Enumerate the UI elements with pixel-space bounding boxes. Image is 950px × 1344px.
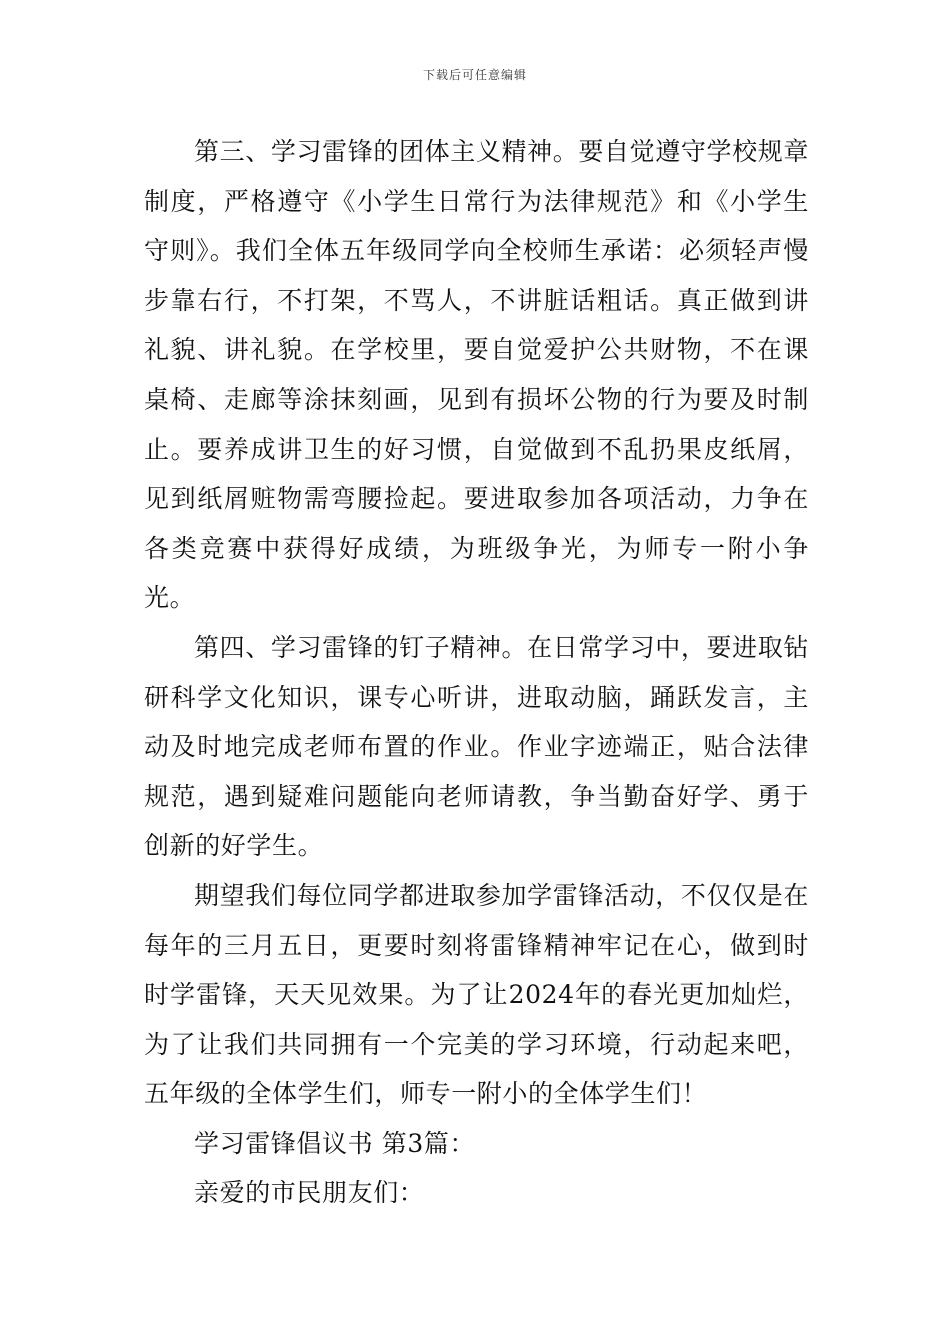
salutation: 亲爱的市民朋友们： <box>194 1178 425 1208</box>
section-title: 学习雷锋倡议书 第3篇： <box>194 1128 476 1158</box>
paragraph-closing: 期望我们每位同学都进取参加学雷锋活动，不仅仅是在每年的三月五日，更要时刻将雷锋精神牢记在心，做到时时学雷锋，天天见效果。为了让2024年的春光更加灿烂，为了让我们共同拥有一个完美的学习环境，行动起来吧，五年级的全体学生们，师专一附小的全体学生们！ <box>144 880 809 1109</box>
document-body <box>144 127 809 1218</box>
page-header: 下载后可任意编辑 <box>422 68 527 82</box>
paragraph-nail-spirit: 第四、学习雷锋的钉子精神。在日常学习中，要进取钻研科学文化知识，课专心听讲，进取动脑，踊跃发言，主动及时地完成老师布置的作业。作业字迹端正，贴合法律规范，遇到疑难问题能向老师请教，争当勤奋好学、勇于创新的好学生。 <box>144 632 809 861</box>
paragraph-collectivism: 第三、学习雷锋的团体主义精神。要自觉遵守学校规章制度，严格遵守《小学生日常行为法律规范》和《小学生守则》。我们全体五年级同学向全校师生承诺：必须轻声慢步靠右行，不打架，不骂人，不讲脏话粗话。真正做到讲礼貌、讲礼貌。在学校里，要自觉爱护公共财物，不在课桌椅、走廊等涂抹刻画，见到有损坏公物的行为要及时制止。要养成讲卫生的好习惯，自觉做到不乱扔果皮纸屑，见到纸屑赃物需弯腰捡起。要进取参加各项活动，力争在各类竞赛中获得好成绩，为班级争光，为师专一附小争光。 <box>144 137 809 613</box>
